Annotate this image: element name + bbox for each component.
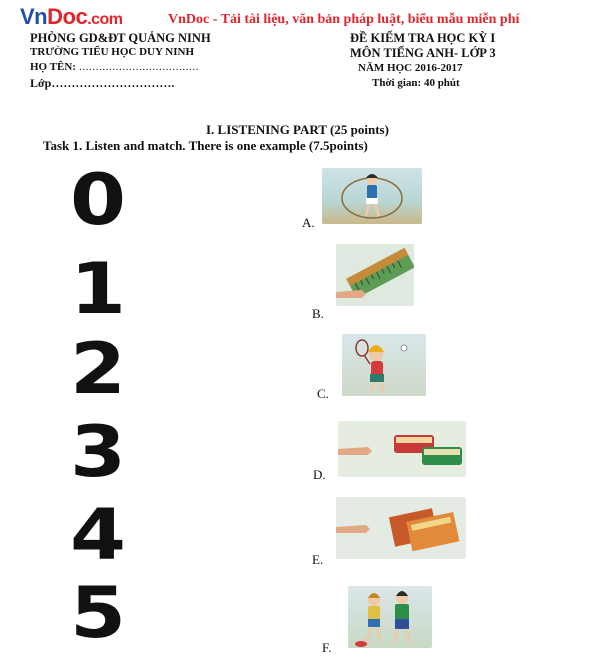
exam-time: Thời gian: 40 phút xyxy=(372,77,460,89)
option-f-label: F. xyxy=(322,640,332,655)
notebooks-picture xyxy=(336,497,466,559)
student-name-field: HỌ TÊN: ……………………………… xyxy=(30,61,199,73)
watermark-tagline: VnDoc - Tải tài liệu, văn bản pháp luật, biểu mẫu miễn phí xyxy=(168,12,520,27)
boys-playing-picture xyxy=(348,586,432,648)
option-c-label: C. xyxy=(317,386,329,401)
vndoc-logo[interactable]: VnDoc.com xyxy=(20,4,123,29)
school-name: TRƯỜNG TIỂU HỌC DUY NINH xyxy=(30,46,194,58)
exam-subject: MÔN TIẾNG ANH- LỚP 3 xyxy=(350,46,496,60)
digit-4: 4 xyxy=(70,494,127,576)
option-e-label: E. xyxy=(312,552,324,567)
ruler-icon xyxy=(336,244,414,306)
girl-badminton-picture xyxy=(342,334,426,396)
section-title: I. LISTENING PART (25 points) xyxy=(206,122,389,137)
digit-2: 2 xyxy=(70,328,127,410)
option-b-label: B. xyxy=(312,306,324,321)
digit-3: 3 xyxy=(70,411,127,493)
option-a-label: A. xyxy=(302,215,315,230)
ruler-picture xyxy=(336,244,414,306)
girl-badminton-icon xyxy=(342,334,426,396)
boys-playing-icon xyxy=(348,586,432,648)
department-name: PHÒNG GD&ĐT QUẢNG NINH xyxy=(30,31,211,45)
school-year: NĂM HỌC 2016-2017 xyxy=(358,62,463,74)
pencil-case-icon xyxy=(338,421,466,477)
digit-0: 0 xyxy=(70,159,127,241)
option-d-label: D. xyxy=(313,467,326,482)
girl-jump-rope-icon xyxy=(322,168,422,224)
task-title: Task 1. Listen and match. There is one example (7.5points) xyxy=(43,138,368,153)
digit-1: 1 xyxy=(70,248,127,330)
exam-title: ĐỀ KIỂM TRA HỌC KỲ I xyxy=(350,31,496,45)
notebooks-icon xyxy=(336,497,466,559)
class-field: Lớp…………………………. xyxy=(30,76,175,90)
girl-jump-rope-picture xyxy=(322,168,422,224)
digit-5: 5 xyxy=(70,572,127,654)
pencil-case-picture xyxy=(338,421,466,477)
